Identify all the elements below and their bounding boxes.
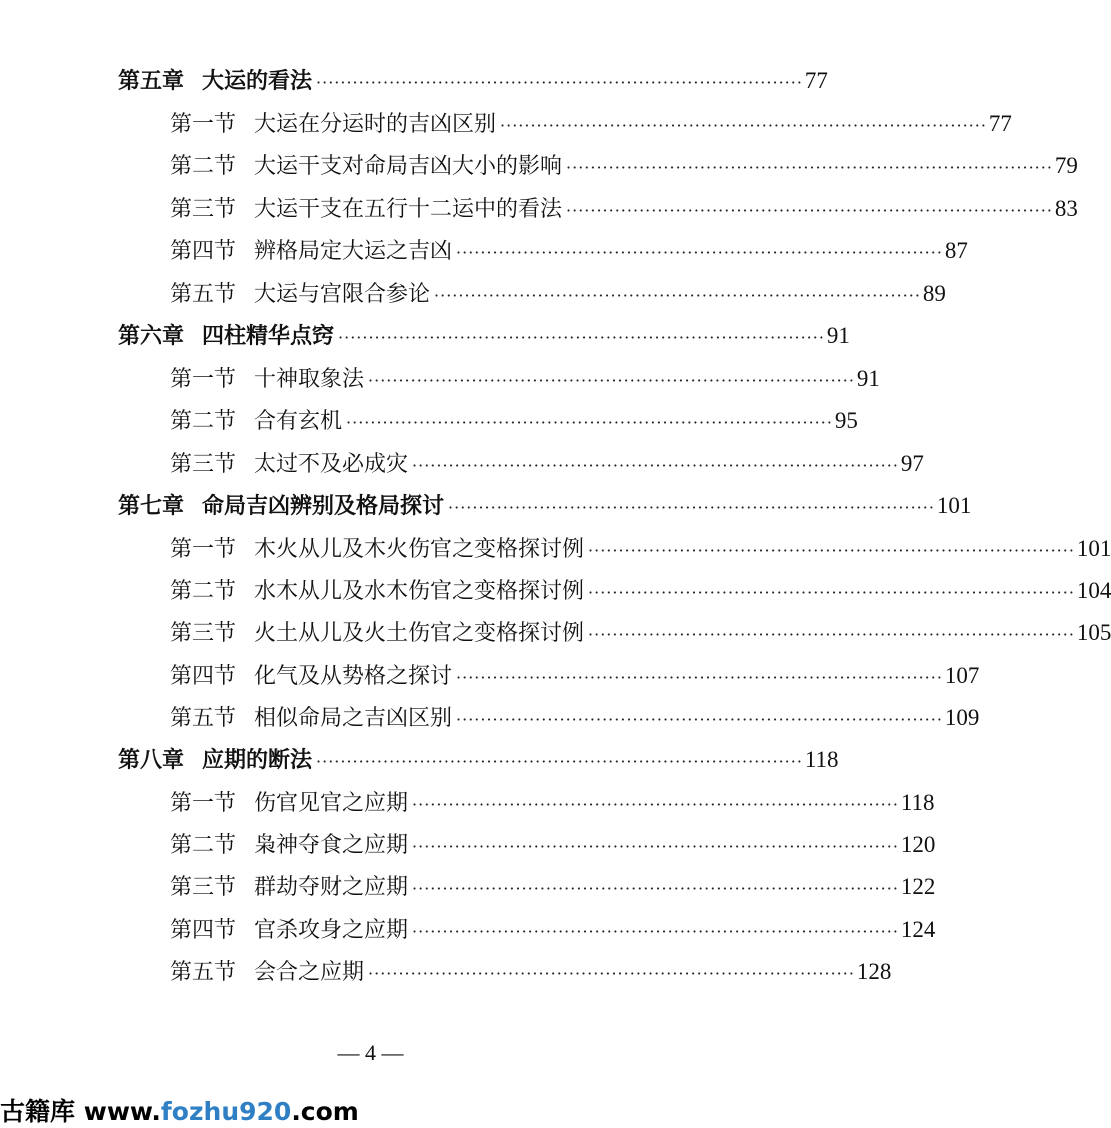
toc-page-number: 105 [1076, 620, 1111, 645]
toc-page-number: 95 [834, 408, 858, 433]
toc-section-title: 会合之应期 [254, 960, 365, 985]
toc-section-title: 化气及从势格之探讨 [254, 664, 453, 689]
toc-chapter-title: 命局吉凶辨别及格局探讨 [202, 493, 445, 519]
dot-leader: ················································································ [368, 964, 855, 983]
dot-leader: ················································································ [316, 73, 803, 92]
toc-page-number: 104 [1076, 578, 1111, 603]
toc-section-title: 辨格局定大运之吉凶 [254, 239, 453, 264]
toc-page-number: 122 [900, 874, 936, 899]
toc-section-row[interactable] [170, 192, 1078, 226]
toc-page-number: 109 [944, 705, 980, 730]
toc-page-number: 118 [900, 790, 935, 815]
toc-section-row[interactable] [170, 277, 946, 311]
dot-leader: ················································································ [368, 371, 855, 390]
toc-page-number: 97 [900, 451, 924, 476]
toc-page-number: 79 [1054, 153, 1078, 178]
toc-section-title: 太过不及必成灾 [254, 452, 409, 477]
toc-section-row[interactable] [170, 149, 1078, 183]
dot-leader: ················································································ [588, 625, 1075, 644]
toc-section-title: 大运在分运时的吉凶区别 [254, 112, 497, 137]
toc-section-title: 十神取象法 [254, 367, 365, 392]
toc-page-number: 91 [856, 366, 880, 391]
toc-section-title: 大运与宫限合参论 [254, 282, 431, 307]
toc-section-number: 第一节 [170, 112, 237, 137]
toc-section-title: 大运干支对命局吉凶大小的影响 [254, 154, 563, 179]
dot-leader: ················································································ [412, 879, 899, 898]
toc-section-number: 第二节 [170, 409, 237, 434]
toc-section-title: 官杀攻身之应期 [254, 918, 409, 943]
dot-leader: ················································································ [456, 668, 943, 687]
toc-chapter-number: 第五章 [118, 68, 185, 94]
toc-section-row[interactable] [170, 828, 936, 862]
watermark-name: 古籍库 [0, 1097, 76, 1126]
toc-section-number: 第三节 [170, 621, 237, 646]
toc-section-number: 第二节 [170, 579, 237, 604]
toc-section-number: 第二节 [170, 833, 237, 858]
toc-section-title: 大运干支在五行十二运中的看法 [254, 197, 563, 222]
toc-section-row[interactable] [170, 107, 1012, 141]
toc-section-number: 第四节 [170, 664, 237, 689]
toc-chapter-title: 大运的看法 [202, 68, 313, 94]
site-watermark [0, 1092, 359, 1128]
toc-chapter-row[interactable] [118, 489, 972, 523]
dot-leader: ················································································ [346, 413, 833, 432]
dot-leader: ················································································ [448, 498, 935, 517]
toc-section-number: 第五节 [170, 706, 237, 731]
toc-section-number: 第四节 [170, 239, 237, 264]
toc-page-number: 124 [900, 917, 936, 942]
toc-section-row[interactable] [170, 234, 968, 268]
dot-leader: ················································································ [566, 158, 1053, 177]
toc-chapter-number: 第七章 [118, 493, 185, 519]
toc-section-number: 第三节 [170, 875, 237, 900]
toc-page-number: 77 [988, 111, 1012, 136]
toc-page-number: 118 [804, 747, 839, 772]
toc-section-row[interactable] [170, 404, 858, 438]
dot-leader: ················································································ [588, 541, 1075, 560]
dot-leader: ················································································ [456, 710, 943, 729]
toc-section-number: 第一节 [170, 791, 237, 816]
toc-section-row[interactable] [170, 913, 936, 947]
toc-section-title: 木火从儿及木火伤官之变格探讨例 [254, 537, 585, 562]
toc-page-number: 87 [944, 238, 968, 263]
toc-section-number: 第一节 [170, 367, 237, 392]
toc-section-row[interactable] [170, 870, 936, 904]
toc-section-title: 枭神夺食之应期 [254, 833, 409, 858]
toc-section-row[interactable] [170, 701, 980, 735]
toc-section-number: 第五节 [170, 282, 237, 307]
toc-section-title: 合有玄机 [254, 409, 343, 434]
toc-section-row[interactable] [170, 532, 1111, 566]
toc-chapter-row[interactable] [118, 743, 839, 777]
watermark-domain: fozhu920 [160, 1097, 292, 1126]
toc-chapter-number: 第六章 [118, 323, 185, 349]
toc-page-number: 101 [936, 493, 972, 518]
toc-section-row[interactable] [170, 574, 1111, 608]
toc-section-number: 第三节 [170, 452, 237, 477]
toc-section-row[interactable] [170, 659, 980, 693]
toc-section-number: 第二节 [170, 154, 237, 179]
watermark-tld: .com [291, 1097, 359, 1126]
dot-leader: ················································································ [588, 583, 1075, 602]
toc-section-row[interactable] [170, 362, 880, 396]
toc-section-number: 第五节 [170, 960, 237, 985]
dot-leader: ················································································ [338, 328, 825, 347]
watermark-www: www. [83, 1097, 161, 1126]
dot-leader: ················································································ [456, 243, 943, 262]
dot-leader: ················································································ [316, 752, 803, 771]
toc-page-number: 101 [1076, 536, 1111, 561]
toc-section-title: 群劫夺财之应期 [254, 875, 409, 900]
toc-section-row[interactable] [170, 955, 892, 989]
toc-section-title: 火土从儿及火土伤官之变格探讨例 [254, 621, 585, 646]
toc-section-title: 相似命局之吉凶区别 [254, 706, 453, 731]
toc-section-number: 第四节 [170, 918, 237, 943]
toc-section-row[interactable] [170, 786, 935, 820]
toc-page-number: 77 [804, 68, 828, 93]
toc-page-number: 83 [1054, 196, 1078, 221]
toc-section-number: 第一节 [170, 537, 237, 562]
toc-page-number: 91 [826, 323, 850, 348]
toc-chapter-title: 四柱精华点窍 [202, 323, 335, 349]
toc-chapter-row[interactable] [118, 64, 828, 98]
toc-section-title: 伤官见官之应期 [254, 791, 409, 816]
dot-leader: ················································································ [412, 795, 899, 814]
toc-chapter-title: 应期的断法 [202, 747, 313, 773]
page-number-footer: — 4 — [337, 1040, 404, 1065]
toc-page-number: 120 [900, 832, 936, 857]
toc-section-number: 第三节 [170, 197, 237, 222]
toc-section-row[interactable] [170, 616, 1111, 650]
toc-section-title: 水木从儿及水木伤官之变格探讨例 [254, 579, 585, 604]
dot-leader: ················································································ [434, 286, 921, 305]
toc-page-number: 89 [922, 281, 946, 306]
dot-leader: ················································································ [412, 922, 899, 941]
dot-leader: ················································································ [500, 116, 987, 135]
toc-page-number: 107 [944, 663, 980, 688]
toc-page-number: 128 [856, 959, 892, 984]
dot-leader: ················································································ [412, 837, 899, 856]
toc-chapter-row[interactable] [118, 319, 850, 353]
dot-leader: ················································································ [566, 201, 1053, 220]
toc-chapter-number: 第八章 [118, 747, 185, 773]
dot-leader: ················································································ [412, 456, 899, 475]
toc-section-row[interactable] [170, 447, 924, 481]
